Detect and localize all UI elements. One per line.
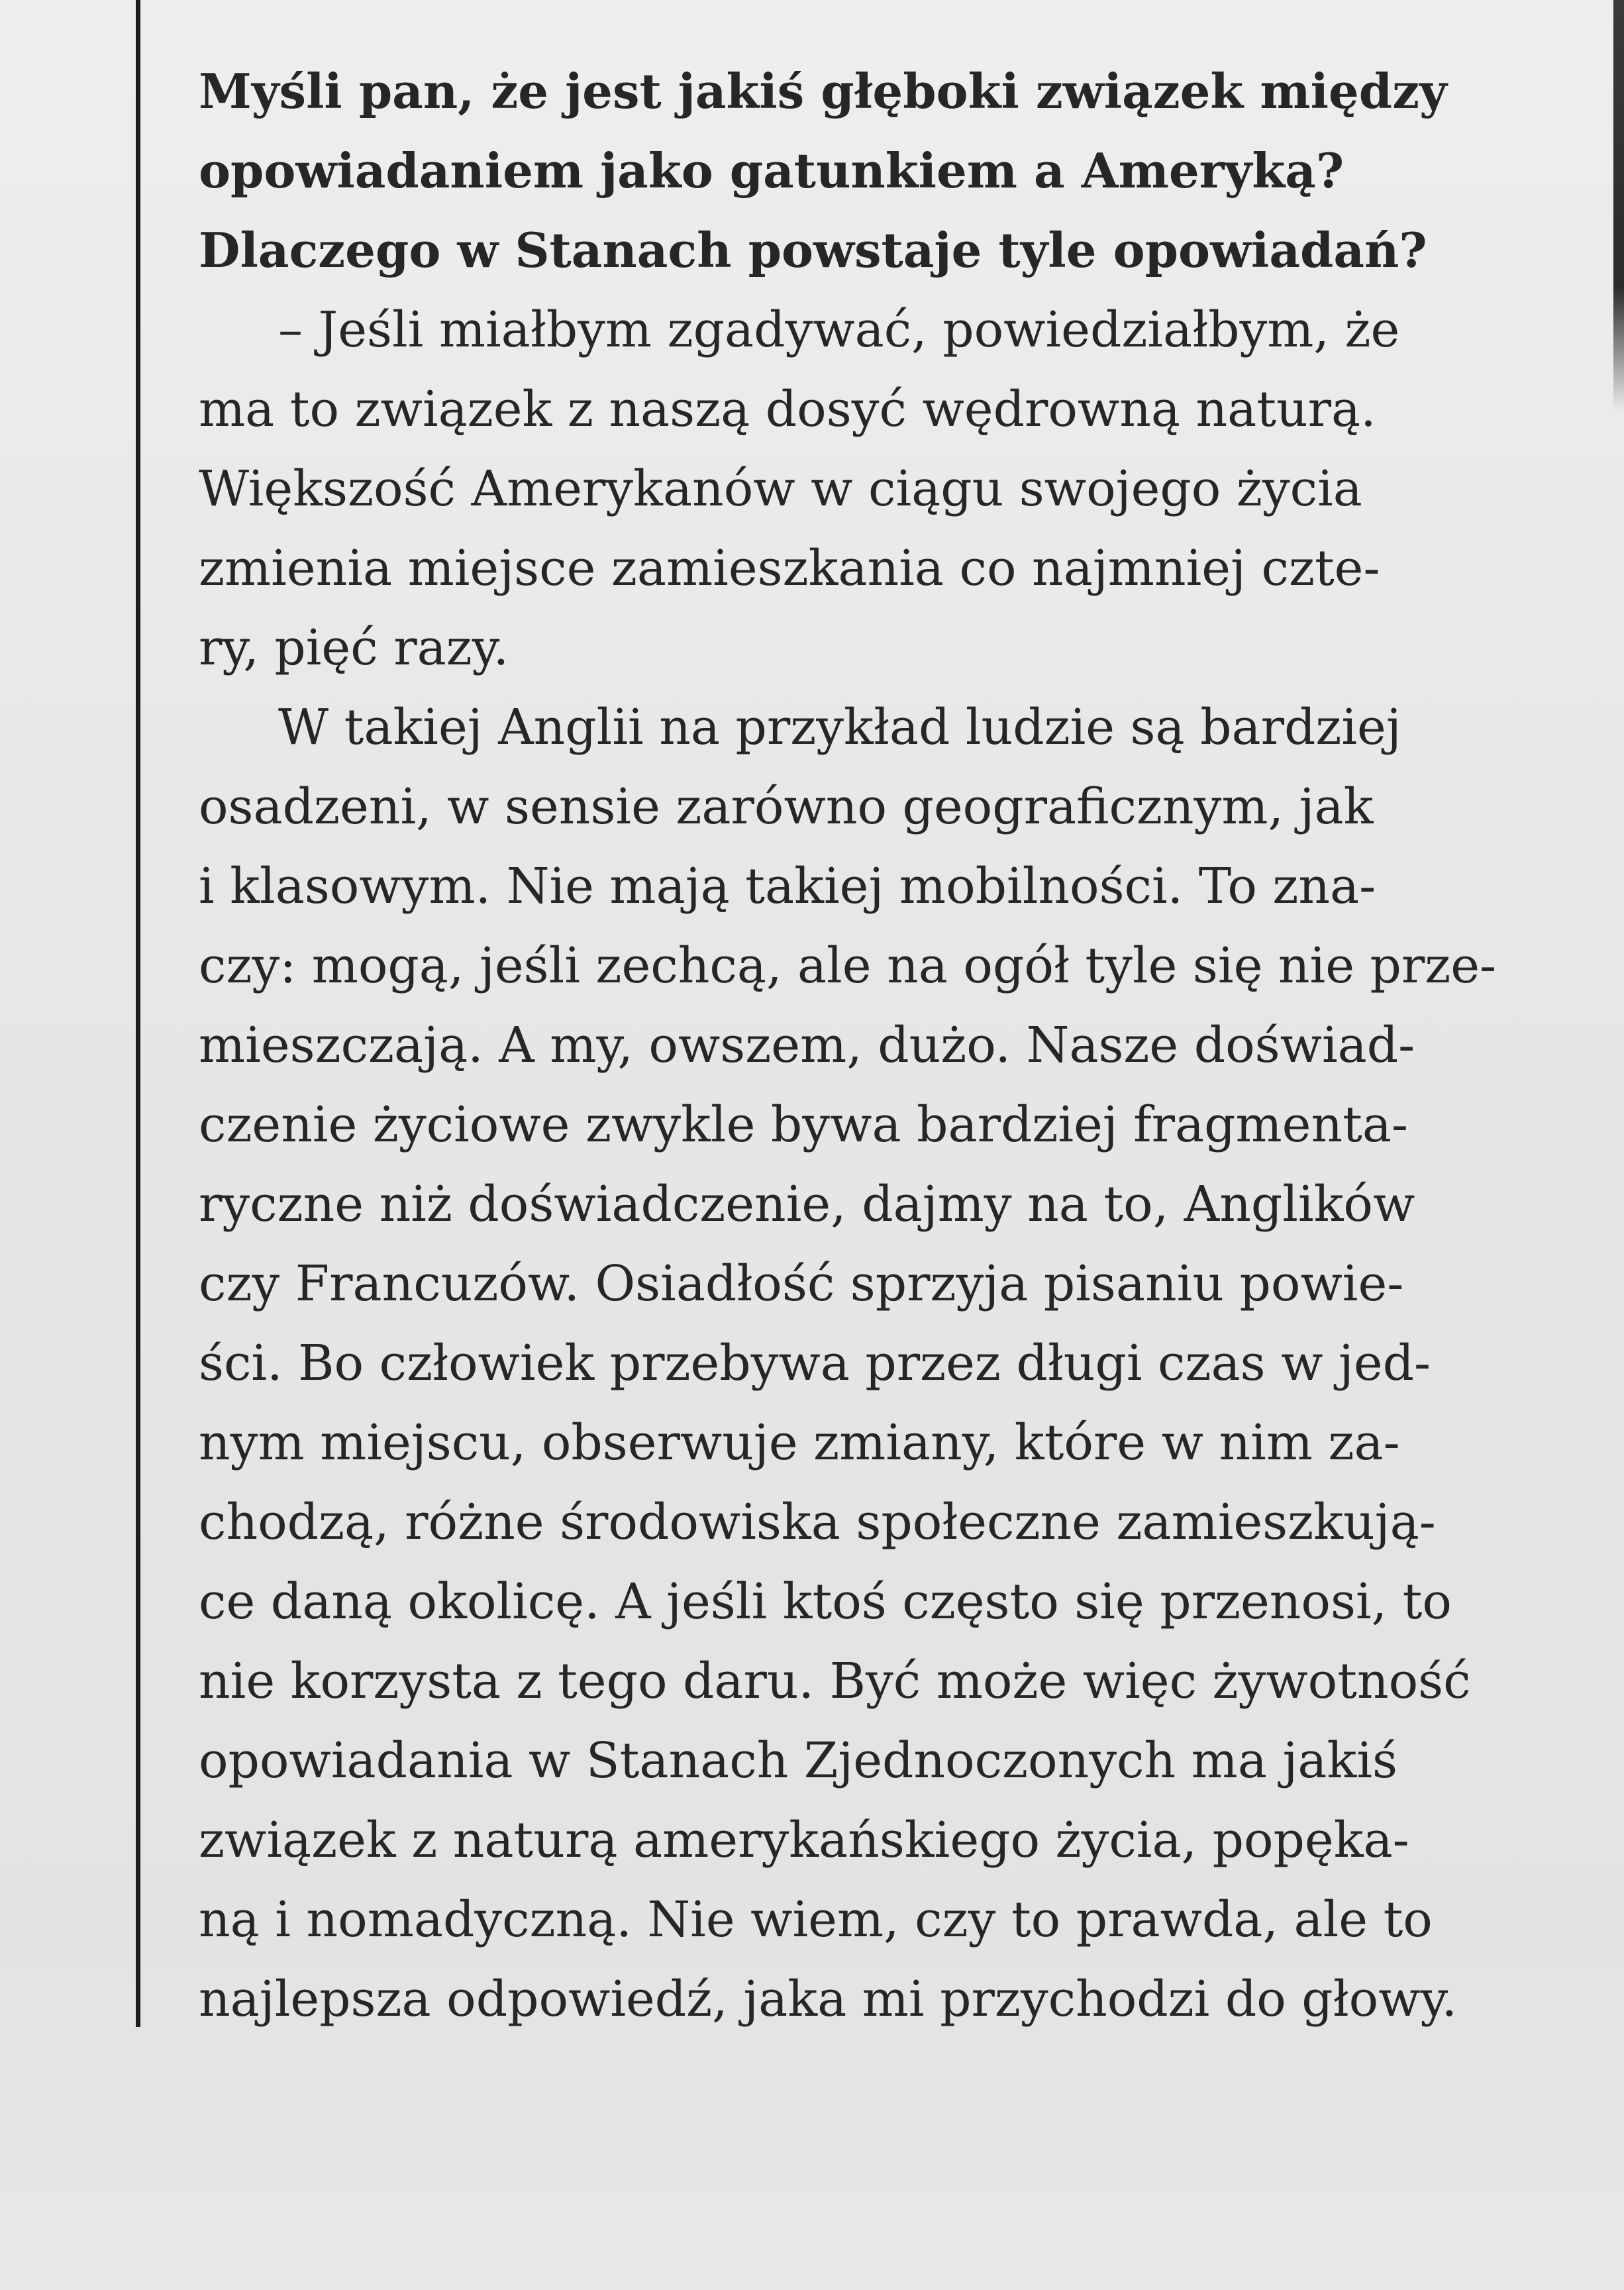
text-line: zmienia miejsce zamieszkania co najmniej czte- <box>199 540 1380 597</box>
question <box>199 52 1590 290</box>
margin-rule <box>136 0 140 2027</box>
question-line: Myśli pan, że jest jakiś głęboki związek między <box>199 63 1447 119</box>
answer-paragraph-1 <box>199 290 1590 688</box>
answer-paragraph-2 <box>199 688 1590 2039</box>
text-line: ryczne niż doświadczenie, dajmy na to, Anglików <box>199 1176 1415 1233</box>
text-line: ry, pięć razy. <box>199 619 509 676</box>
text-line: osadzeni, w sensie zarówno geograficznym, jak <box>199 778 1374 835</box>
text-line: chodzą, różne środowiska społeczne zamieszkują- <box>199 1494 1436 1551</box>
text-line: ną i nomadyczną. Nie wiem, czy to prawda, ale to <box>199 1891 1433 1948</box>
text-line: czy: mogą, jeśli zechcą, ale na ogół tyle się nie prze- <box>199 937 1497 994</box>
text-line: – Jeśli miałbym zgadywać, powiedziałbym, że <box>278 301 1400 358</box>
text-line: W takiej Anglii na przykład ludzie są bardziej <box>278 699 1401 756</box>
text-line: ce daną okolicę. A jeśli ktoś często się przenosi, to <box>199 1573 1452 1630</box>
text-line: i klasowym. Nie mają takiej mobilności. To zna- <box>199 858 1376 915</box>
text-line: czy Francuzów. Osiadłość sprzyja pisaniu powie- <box>199 1255 1404 1312</box>
text-line: Większość Amerykanów w ciągu swojego życia <box>199 460 1362 517</box>
question-line: opowiadaniem jako gatunkiem a Ameryką? <box>199 142 1345 199</box>
question-line: Dlaczego w Stanach powstaje tyle opowiadań? <box>199 222 1427 278</box>
article-text <box>199 52 1590 2039</box>
text-line: nie korzysta z tego daru. Być może więc żywotność <box>199 1653 1471 1710</box>
text-line: opowiadania w Stanach Zjednoczonych ma jakiś <box>199 1732 1398 1789</box>
text-line: ści. Bo człowiek przebywa przez długi czas w jed- <box>199 1335 1431 1392</box>
text-line: najlepsza odpowiedź, jaka mi przychodzi do głowy. <box>199 1971 1458 2028</box>
text-line: związek z naturą amerykańskiego życia, popęka- <box>199 1812 1409 1869</box>
text-line: ma to związek z naszą dosyć wędrowną naturą. <box>199 381 1376 438</box>
text-line: nym miejscu, obserwuje zmiany, które w nim za- <box>199 1414 1400 1471</box>
page-edge-shadow <box>1613 0 1624 411</box>
text-line: czenie życiowe zwykle bywa bardziej fragmenta- <box>199 1096 1408 1153</box>
text-line: mieszczają. A my, owszem, dużo. Nasze doświad- <box>199 1017 1415 1074</box>
